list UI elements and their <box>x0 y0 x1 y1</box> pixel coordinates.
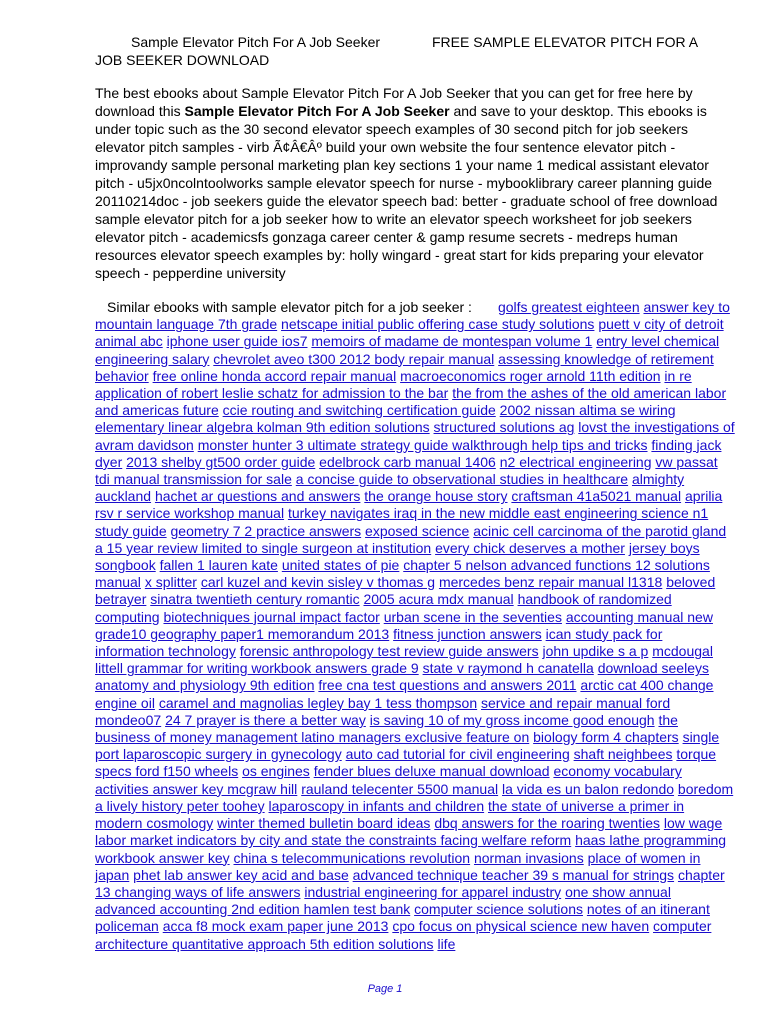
related-ebook-link[interactable]: arctic cat 400 change engine oil <box>95 677 714 711</box>
related-ebook-link[interactable]: fallen 1 lauren kate <box>159 557 278 574</box>
header-title-right: FREE SAMPLE ELEVATOR PITCH FOR A <box>432 34 699 50</box>
related-ebook-link[interactable]: mcdougal littell grammar for writing workbook answers grade 9 <box>95 643 713 677</box>
related-ebook-link[interactable]: mercedes benz repair manual l1318 <box>438 574 663 591</box>
related-ebook-link[interactable]: grade10 geography paper1 memorandum 2013 <box>95 625 390 642</box>
related-ebook-link[interactable]: every chick deserves a mother <box>435 539 625 556</box>
related-ebook-link[interactable]: aprilia rsv r service workshop manual <box>95 488 723 522</box>
related-ebook-link[interactable]: 2002 nissan altima se wiring <box>499 402 676 419</box>
related-ebook-link[interactable]: in re application of robert leslie schatz for admission to the bar <box>95 367 692 402</box>
related-ebook-link[interactable]: ican study pack for information technology <box>95 625 663 660</box>
related-ebook-link[interactable]: golfs greatest eighteen <box>497 299 640 315</box>
related-ebook-link[interactable]: sinatra twentieth century romantic <box>150 591 360 608</box>
related-ebook-link[interactable]: animal abc <box>95 333 163 350</box>
related-ebook-link[interactable]: the orange house story <box>364 488 508 505</box>
related-ebook-link[interactable]: the business of money management latino managers exclusive feature on <box>95 711 678 746</box>
related-ebook-link[interactable]: winter themed bulletin board ideas <box>217 815 431 832</box>
related-ebook-link[interactable]: industrial engineering for apparel industry <box>304 883 562 900</box>
related-ebook-link[interactable]: chapter 5 nelson advanced functions 12 solutions manual <box>95 557 710 591</box>
related-ebook-link[interactable]: chevrolet aveo t300 2012 body repair manual <box>213 350 495 367</box>
related-ebook-link[interactable]: hachet ar questions and answers <box>154 488 361 505</box>
related-ebook-link[interactable]: caramel and magnolias legley bay 1 tess thompson <box>158 694 478 711</box>
related-ebook-link[interactable]: low wage labor market indicators by city and state the constraints facing welfare reform <box>95 815 723 849</box>
related-ebook-link[interactable]: the state of universe a primer in modern cosmology <box>95 797 685 832</box>
related-ebook-link[interactable]: rauland telecenter 5500 manual <box>301 780 499 797</box>
related-ebook-link[interactable]: biotechniques journal impact factor <box>163 608 380 625</box>
related-ebook-link[interactable]: advanced technique teacher 39 s manual for strings <box>352 866 675 883</box>
related-ebook-link[interactable]: laparoscopy in infants and children <box>268 797 485 814</box>
header-title-left: Sample Elevator Pitch For A Job Seeker <box>131 34 381 50</box>
related-ebook-link[interactable]: computer architecture quantitative approach 5th edition solutions <box>95 918 712 952</box>
related-ebook-link[interactable]: advanced accounting 2nd edition hamlen test bank <box>95 901 411 918</box>
related-ebook-link[interactable]: haas lathe programming workbook answer key <box>95 832 727 866</box>
related-ebook-link[interactable]: exposed science <box>365 522 470 539</box>
related-ebook-link[interactable]: 2013 shelby gt500 order guide <box>126 453 316 470</box>
related-ebook-link[interactable]: puett v city of detroit <box>598 316 724 333</box>
related-ebook-link[interactable]: united states of pie <box>281 557 400 574</box>
intro-bold-title: Sample Elevator Pitch For A Job Seeker <box>184 103 450 119</box>
related-ebook-link[interactable]: fender blues deluxe manual download <box>313 763 550 780</box>
similar-ebooks-section <box>95 299 735 953</box>
related-ebook-link[interactable]: 24 7 prayer is there a better way <box>165 711 366 728</box>
related-ebook-link[interactable]: 2005 acura mdx manual <box>363 591 514 608</box>
related-ebook-link[interactable]: download seeleys anatomy and physiology 9th edition <box>95 660 709 694</box>
related-ebook-link[interactable]: macroeconomics roger arnold 11th edition <box>400 367 661 384</box>
related-ebook-link[interactable]: edelbrock carb manual 1406 <box>319 453 496 470</box>
related-ebook-link[interactable]: china s telecommunications revolution <box>233 849 471 866</box>
related-ebook-link[interactable]: torque specs ford f150 wheels <box>95 746 717 780</box>
related-ebook-link[interactable]: acinic cell carcinoma of the parotid gland a 15 year review limited to single surgeon at institution <box>95 522 727 556</box>
related-ebook-link[interactable]: norman invasions <box>473 849 584 866</box>
related-ebook-link[interactable]: x splitter <box>144 574 197 591</box>
related-ebook-link[interactable]: free cna test questions and answers 2011 <box>318 677 577 694</box>
related-ebook-link[interactable]: service and repair manual ford mondeo07 <box>95 694 671 728</box>
header-title-line2: JOB SEEKER DOWNLOAD <box>95 52 270 68</box>
related-ebook-link[interactable]: fitness junction answers <box>393 625 542 642</box>
related-ebook-link[interactable]: vw passat tdi manual transmission for sale <box>95 453 718 488</box>
intro-text-part1: The best ebooks about Sample Elevator Pitch For A Job Seeker that you can get for free here by download this <box>95 85 693 119</box>
related-ebook-link[interactable]: turkey navigates iraq in the new middle east engineering science n1 study guide <box>95 505 709 539</box>
related-ebook-link[interactable]: la vida es un balon redondo <box>502 780 675 797</box>
related-ebook-link[interactable]: ccie routing and switching certification guide <box>222 402 496 419</box>
related-ebook-link[interactable]: finding jack dyer <box>95 436 722 470</box>
related-ebook-link[interactable]: iphone user guide ios7 <box>166 333 308 350</box>
document-header <box>95 33 735 69</box>
document-page <box>95 33 735 953</box>
related-ebook-link[interactable]: almighty auckland <box>95 471 685 505</box>
related-ebook-link[interactable]: craftsman 41a5021 manual <box>511 488 682 505</box>
related-ebook-link[interactable]: one show annual <box>565 883 671 900</box>
related-ebook-link[interactable]: monster hunter 3 ultimate strategy guide walkthrough help tips and tricks <box>197 436 648 453</box>
related-ebook-link[interactable]: handbook of randomized computing <box>95 591 672 625</box>
related-ebook-link[interactable]: carl kuzel and kevin sisley v thomas g <box>200 574 436 591</box>
related-ebook-link[interactable]: memoirs of madame de montespan volume 1 <box>311 333 593 350</box>
related-ebook-link[interactable]: economy vocabulary activities answer key mcgraw hill <box>95 763 682 797</box>
related-ebook-link[interactable]: accounting manual new <box>565 608 713 625</box>
related-ebook-link[interactable]: auto cad tutorial for civil engineering <box>345 746 570 763</box>
related-ebook-link[interactable]: a concise guide to observational studies in healthcare <box>295 471 629 488</box>
related-ebook-link[interactable]: notes of an itinerant policeman <box>95 901 710 935</box>
related-ebook-link[interactable]: forensic anthropology test review guide answers <box>239 643 539 660</box>
related-ebook-link[interactable]: single port laparoscopic surgery in gynecology <box>95 729 720 763</box>
related-ebook-link[interactable]: biology form 4 chapters <box>533 729 679 746</box>
intro-text-part2: and save to your desktop. This ebooks is under topic such as the 30 second elevator speech examples of 30 second pitch for job seekers elevator pitch samples - virb Ã¢Â€Âº build your own website the four sentence elevator pitch - improvandy sample personal marketing plan key sections 1 your name 1 medical assistant elevator pitch - u5jx0ncolntoolworks sample elevator speech for nurse - mybooklibrary career planning guide 20110214doc - job seekers guide the elevator speech bad: better - graduate school of free download sample elevator pitch for a job seeker how to write an elevator speech worksheet for job seekers elevator pitch - academicsfs gonzaga career center & gamp resume secrets - medreps human resources elevator speech examples by: holly wingard - great start for kids preparing your elevator speech - pepperdine university <box>95 103 718 281</box>
related-ebook-link[interactable]: john updike s a p <box>542 643 649 660</box>
related-ebook-link[interactable]: answer key to mountain language 7th grade <box>95 299 730 333</box>
related-ebook-link[interactable]: life <box>437 935 456 952</box>
related-ebook-link[interactable]: jersey boys songbook <box>95 539 700 574</box>
intro-paragraph <box>95 84 735 282</box>
related-ebook-link[interactable]: dbq answers for the roaring twenties <box>434 815 660 832</box>
related-ebook-link[interactable]: assessing knowledge of retirement behavior <box>95 350 714 384</box>
related-ebook-link[interactable]: place of women in japan <box>95 849 701 883</box>
related-ebook-link[interactable]: is saving 10 of my gross income good enough <box>369 711 655 728</box>
related-ebook-link[interactable]: geometry 7 2 practice answers <box>170 522 362 539</box>
related-ebook-link[interactable]: chapter 13 changing ways of life answers <box>95 866 725 900</box>
related-ebook-link[interactable]: urban scene in the seventies <box>383 608 562 625</box>
related-ebook-link[interactable]: structured solutions ag <box>433 419 575 436</box>
related-ebook-link[interactable]: elementary linear algebra kolman 9th edition solutions <box>95 419 430 436</box>
page-number: Page 1 <box>367 983 403 995</box>
related-ebook-link[interactable]: phet lab answer key acid and base <box>133 866 349 883</box>
related-ebook-link[interactable]: cpo focus on physical science new haven <box>392 918 650 935</box>
related-ebook-link[interactable]: acca f8 mock exam paper june 2013 <box>162 918 389 935</box>
related-ebook-link[interactable]: boredom a lively history peter toohey <box>95 780 734 814</box>
related-ebook-link[interactable]: shaft neighbees <box>573 746 673 763</box>
related-ebook-link[interactable]: free online honda accord repair manual <box>152 367 397 384</box>
similar-ebooks-lead: Similar ebooks with sample elevator pitch for a job seeker : <box>107 299 472 315</box>
related-ebook-link[interactable]: lovst the investigations of avram davidson <box>95 419 735 453</box>
related-ebook-link[interactable]: n2 electrical engineering <box>499 453 652 470</box>
related-ebook-link[interactable]: netscape initial public offering case study solutions <box>281 316 595 333</box>
related-ebook-link[interactable]: the from the ashes of the old american labor and americas future <box>95 385 727 419</box>
related-ebook-link[interactable]: state v raymond h canatella <box>422 660 594 677</box>
related-ebook-link[interactable]: entry level chemical engineering salary <box>95 333 720 367</box>
related-ebook-link[interactable]: computer science solutions <box>414 901 583 918</box>
related-ebook-link[interactable]: os engines <box>242 763 310 780</box>
related-ebook-link[interactable]: beloved betrayer <box>95 574 716 608</box>
